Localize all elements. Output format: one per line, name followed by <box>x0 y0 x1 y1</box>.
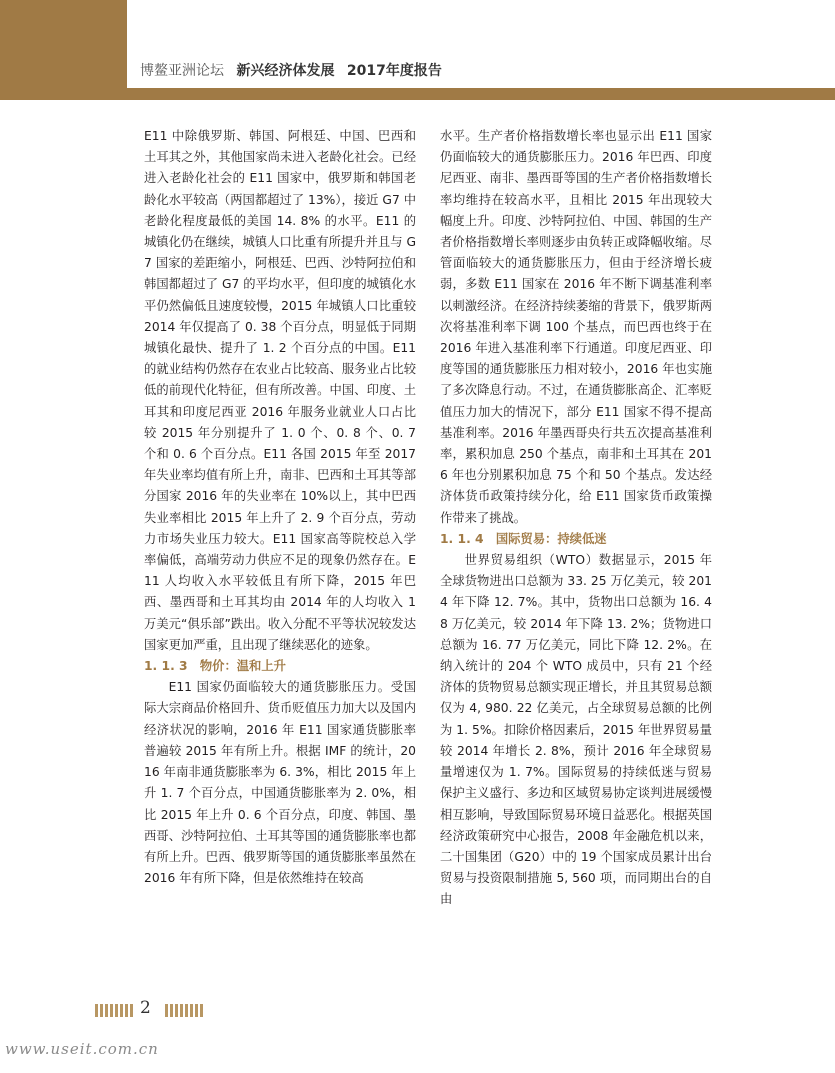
running-header <box>140 60 442 80</box>
body-paragraph: 水平。生产者价格指数增长率也显示出 E11 国家仍面临较大的通货膨胀压力。2016 年巴西、印度尼西亚、南非、墨西哥等国的生产者价格指数增长率均维持在较高水平，且相比 2015 年出现较大幅度上升。印度、沙特阿拉伯、中国、韩国的生产者价格指数增长率则逐步由负转正或降幅收缩。尽管面临较大的通货膨胀压力，但由于经济增长疲弱，多数 E11 国家在 2016 年不断下调基准利率以刺激经济。在经济持续萎缩的背景下，俄罗斯两次将基准利率下调 100 个基点，而巴西也终于在 2016 年进入基准利率下行通道。印度尼西亚、印度等国的通货膨胀压力相对较小，2016 年也实施了多次降息行动。不过，在通货膨胀高企、汇率贬值压力加大的情况下，部分 E11 国家不得不提高基准利率。2016 年墨西哥央行共五次提高基准利率，累积加息 250 个基点，南非和土耳其在 2016 年也分别累积加息 75 个和 50 个基点。发达经济体货币政策持续分化，给 E11 国家货币政策操作带来了挑战。 <box>440 129 712 525</box>
header-forum-name: 博鳌亚洲论坛 <box>140 63 224 79</box>
watermark: www.useit.com.cn <box>5 1040 159 1058</box>
section-heading-1-1-4: 1. 1. 4 国际贸易：持续低迷 <box>440 531 607 546</box>
body-paragraph: E11 国家仍面临较大的通货膨胀压力。受国际大宗商品价格回升、货币贬值压力加大以及国内经济状况的影响，2016 年 E11 国家通货膨胀率普遍较 2015 年有所上升。根据 IMF 的统计，2016 年南非通货膨胀率为 6. 3%，相比 2015 年上升 1. 7 个百分点，中国通货膨胀率为 2. 0%，相比 2015 年上升 0. 6 个百分点，印度、韩国、墨西哥、沙特阿拉伯、土耳其等国的通货膨胀率也都有所上升。巴西、俄罗斯等国的通货膨胀率虽然在 2016 年有所下降，但是依然维持在较高 <box>144 680 416 886</box>
header-rule <box>127 88 835 100</box>
header-report-suffix: 年度报告 <box>385 63 442 79</box>
footer-decoration-left <box>95 1004 133 1017</box>
right-text-column <box>440 126 712 911</box>
body-paragraph: 世界贸易组织（WTO）数据显示，2015 年全球货物进出口总额为 33. 25 万亿美元，较 2014 年下降 12. 7%。其中，货物出口总额为 16. 48 万亿美元，较 2014 年下降 13. 2%；货物进口总额为 16. 77 万亿美元，同比下降 12. 2%。在纳入统计的 204 个 WTO 成员中，只有 21 个经济体的货物贸易总额实现正增长，并且其贸易总额仅为 4, 980. 22 亿美元，占全球贸易总额的比例为 1. 5%。扣除价格因素后，2015 年世界贸易量较 2014 年增长 2. 8%，预计 2016 年全球贸易量增速仅为 1. 7%。国际贸易的持续低迷与贸易保护主义盛行、多边和区域贸易协定谈判进展缓慢相互影响，导致国际贸易环境日益恶化。根据英国经济政策研究中心报告，2008 年金融危机以来，二十国集团（G20）中的 19 个国家成员累计出台贸易与投资限制措施 5, 560 项，而同期出台的自由 <box>440 553 712 907</box>
page-number: 2 <box>140 998 151 1018</box>
left-text-column <box>144 126 416 889</box>
header-color-block <box>0 0 127 100</box>
header-year: 2017 <box>346 63 386 79</box>
footer-decoration-right <box>165 1004 203 1017</box>
body-paragraph: E11 中除俄罗斯、韩国、阿根廷、中国、巴西和土耳其之外，其他国家尚未进入老龄化社会。已经进入老龄化社会的 E11 国家中，俄罗斯和韩国老龄化水平较高（两国都超过了 13%），接近 G7 中老龄化程度最低的美国 14. 8% 的水平。E11 的城镇化仍在继续，城镇人口比重有所提升并且与 G7 国家的差距缩小，阿根廷、巴西、沙特阿拉伯和韩国都超过了 G7 的平均水平，但印度的城镇化水平仍然偏低且速度较慢，2015 年城镇人口比重较 2014 年仅提高了 0. 38 个百分点，明显低于同期城镇化最快、提升了 1. 2 个百分点的中国。E11 的就业结构仍然存在农业占比较高、服务业占比较低的前现代化特征，但有所改善。中国、印度、土耳其和印度尼西亚 2016 年服务业就业人口占比较 2015 年分别提升了 1. 0 个、0. 8 个、0. 7 个和 0. 6 个百分点。E11 各国 2015 年至 2017 年失业率均值有所上升，南非、巴西和土耳其等部分国家 2016 年的失业率在 10%以上，其中巴西失业率相比 2015 年上升了 2. 9 个百分点，劳动力市场失业压力较大。E11 国家高等院校总入学率偏低，高端劳动力供应不足的现象仍然存在。E11 人均收入水平较低且有所下降，2015 年巴西、墨西哥和土耳其均由 2014 年的人均收入 1 万美元“俱乐部”跌出。收入分配不平等状况较发达国家更加严重，且出现了继续恶化的迹象。 <box>144 129 416 652</box>
header-report-title: 新兴经济体发展 <box>236 63 335 79</box>
section-heading-1-1-3: 1. 1. 3 物价：温和上升 <box>144 659 286 674</box>
